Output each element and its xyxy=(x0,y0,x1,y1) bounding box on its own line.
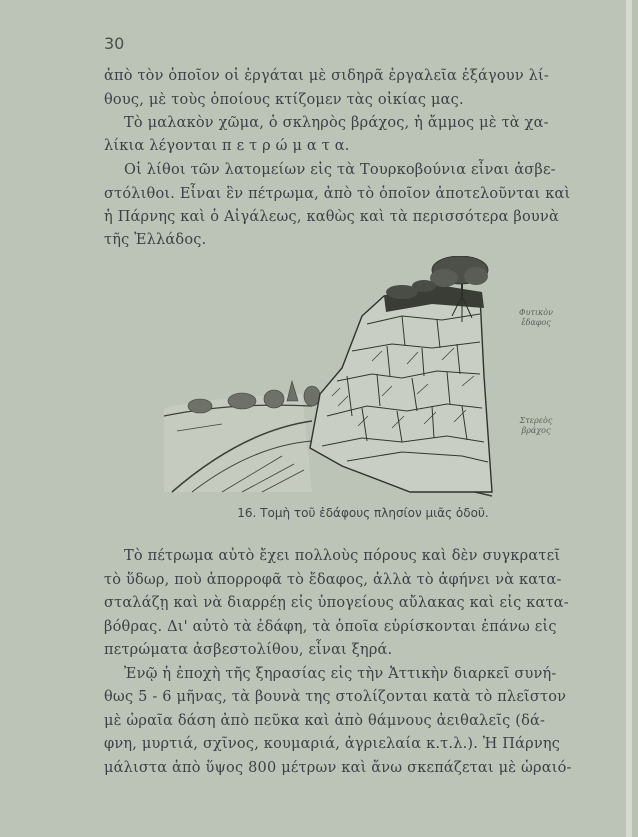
text-line: Τὸ μαλακὸν χῶμα, ὁ σκληρὸς βράχος, ἡ ἄμμος μὲ τὰ χα- xyxy=(124,115,549,131)
text-line: ἀπὸ τὸν ὁποῖον οἱ ἐργάται μὲ σιδηρᾶ ἐργαλεῖα ἐξάγουν λί- xyxy=(104,68,550,84)
text-line: θως 5 - 6 μῆνας, τὰ βουνὰ της στολίζονται κατὰ τὸ πλεῖστον xyxy=(104,689,567,705)
text-line: τὸ ὕδωρ, ποὺ ἀπορροφᾶ τὸ ἔδαφος, ἀλλὰ τὸ ἀφήνει νὰ κατα- xyxy=(104,572,562,588)
text-line: μάλιστα ἀπὸ ὕψος 800 μέτρων καὶ ἄνω σκεπάζεται μὲ ὡραιό- xyxy=(104,760,572,776)
text-line: σταλάζῃ καὶ νὰ διαρρέῃ εἰς ὑπογείους αὔλακας καὶ εἰς κατα- xyxy=(104,595,569,611)
annotation-plant-soil: Φυτικὸν ἔδαφος xyxy=(519,308,553,327)
text-line: φνη, μυρτιά, σχῖνος, κουμαριά, ἀγριελαία κ.τ.λ.). Ἡ Πάρνης xyxy=(104,736,561,752)
roadside-cut-drawing xyxy=(162,256,562,506)
page-number: 30 xyxy=(104,34,125,53)
text-line: Τὸ πέτρωμα αὐτὸ ἔχει πολλοὺς πόρους καὶ δὲν συγκρατεῖ xyxy=(124,548,561,564)
soil-section-illustration xyxy=(162,256,562,506)
text-line: τῆς Ἑλλάδος. xyxy=(104,232,207,248)
text-line: Οἱ λίθοι τῶν λατομείων εἰς τὰ Τουρκοβούνια εἶναι ἀσβε- xyxy=(124,162,556,178)
annotation-solid-rock: Στερεὸς βράχος xyxy=(519,416,553,435)
text-line: στόλιθοι. Εἶναι ἓν πέτρωμα, ἀπὸ τὸ ὁποῖον ἀποτελοῦνται καὶ xyxy=(104,186,571,202)
text-line: θους, μὲ τοὺς ὁποίους κτίζομεν τὰς οἰκίας μας. xyxy=(104,92,464,108)
figure-caption: 16. Τομὴ τοῦ ἐδάφους πλησίον μιᾶς ὁδοῦ. xyxy=(237,506,489,520)
text-line: πετρώματα ἀσβεστολίθου, εἶναι ξηρά. xyxy=(104,642,393,658)
text-line: μὲ ὡραῖα δάση ἀπὸ πεῦκα καὶ ἀπὸ θάμνους ἀειθαλεῖς (δά- xyxy=(104,713,546,729)
text-line: λίκια λέγονται π ε τ ρ ώ μ α τ α. xyxy=(104,138,350,154)
text-line: ἡ Πάρνης καὶ ὁ Αἰγάλεως, καθὼς καὶ τὰ περισσότερα βουνὰ xyxy=(104,209,559,225)
text-line: βόθρας. Δι' αὐτὸ τὰ ἐδάφη, τὰ ὁποῖα εὑρίσκονται ἐπάνω εἰς xyxy=(104,619,557,635)
text-line: Ἐνῷ ἡ ἐποχὴ τῆς ξηρασίας εἰς τὴν Ἀττικὴν διαρκεῖ συνή- xyxy=(124,666,557,682)
